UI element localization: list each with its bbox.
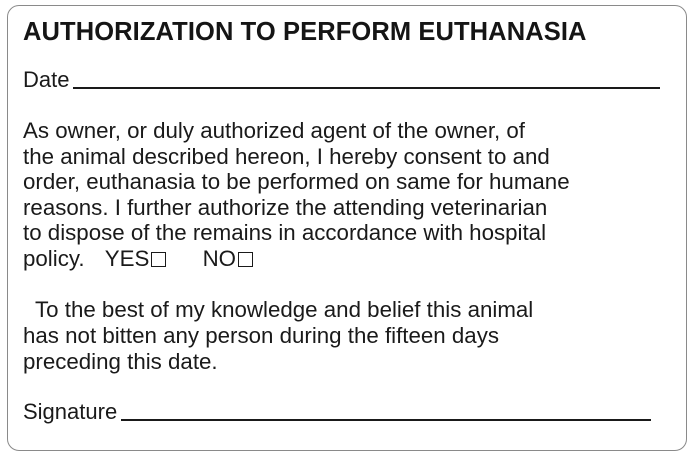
bite-line: has not bitten any person during the fifteen days: [23, 323, 499, 348]
consent-line: As owner, or duly authorized agent of the owner, of: [23, 118, 525, 143]
bite-line: preceding this date.: [23, 349, 218, 374]
policy-line: [23, 246, 683, 272]
date-field[interactable]: [23, 68, 660, 92]
consent-line: order, euthanasia to be performed on same for humane: [23, 169, 570, 195]
consent-line: the animal described hereon, I hereby consent to and: [23, 143, 550, 169]
document-title: AUTHORIZATION TO PERFORM EUTHANASIA: [23, 18, 587, 46]
date-label: Date: [23, 67, 70, 92]
policy-text: policy.: [23, 245, 85, 271]
yes-checkbox[interactable]: [151, 252, 166, 267]
signature-label: Signature: [23, 399, 118, 424]
bite-statement: [23, 297, 533, 375]
no-option[interactable]: [203, 246, 253, 272]
yes-option[interactable]: [105, 246, 167, 272]
no-label: NO: [202, 245, 237, 271]
date-line[interactable]: [73, 87, 660, 89]
consent-line: reasons. I further authorize the attending veterinarian: [23, 194, 548, 220]
bite-line: To the best of my knowledge and belief this animal: [35, 297, 534, 322]
signature-line[interactable]: [121, 419, 651, 421]
signature-field[interactable]: [23, 400, 651, 424]
consent-line: to dispose of the remains in accordance with hospital: [23, 220, 547, 246]
no-checkbox[interactable]: [238, 252, 253, 267]
yes-label: YES: [104, 245, 150, 271]
consent-paragraph: [23, 118, 683, 272]
